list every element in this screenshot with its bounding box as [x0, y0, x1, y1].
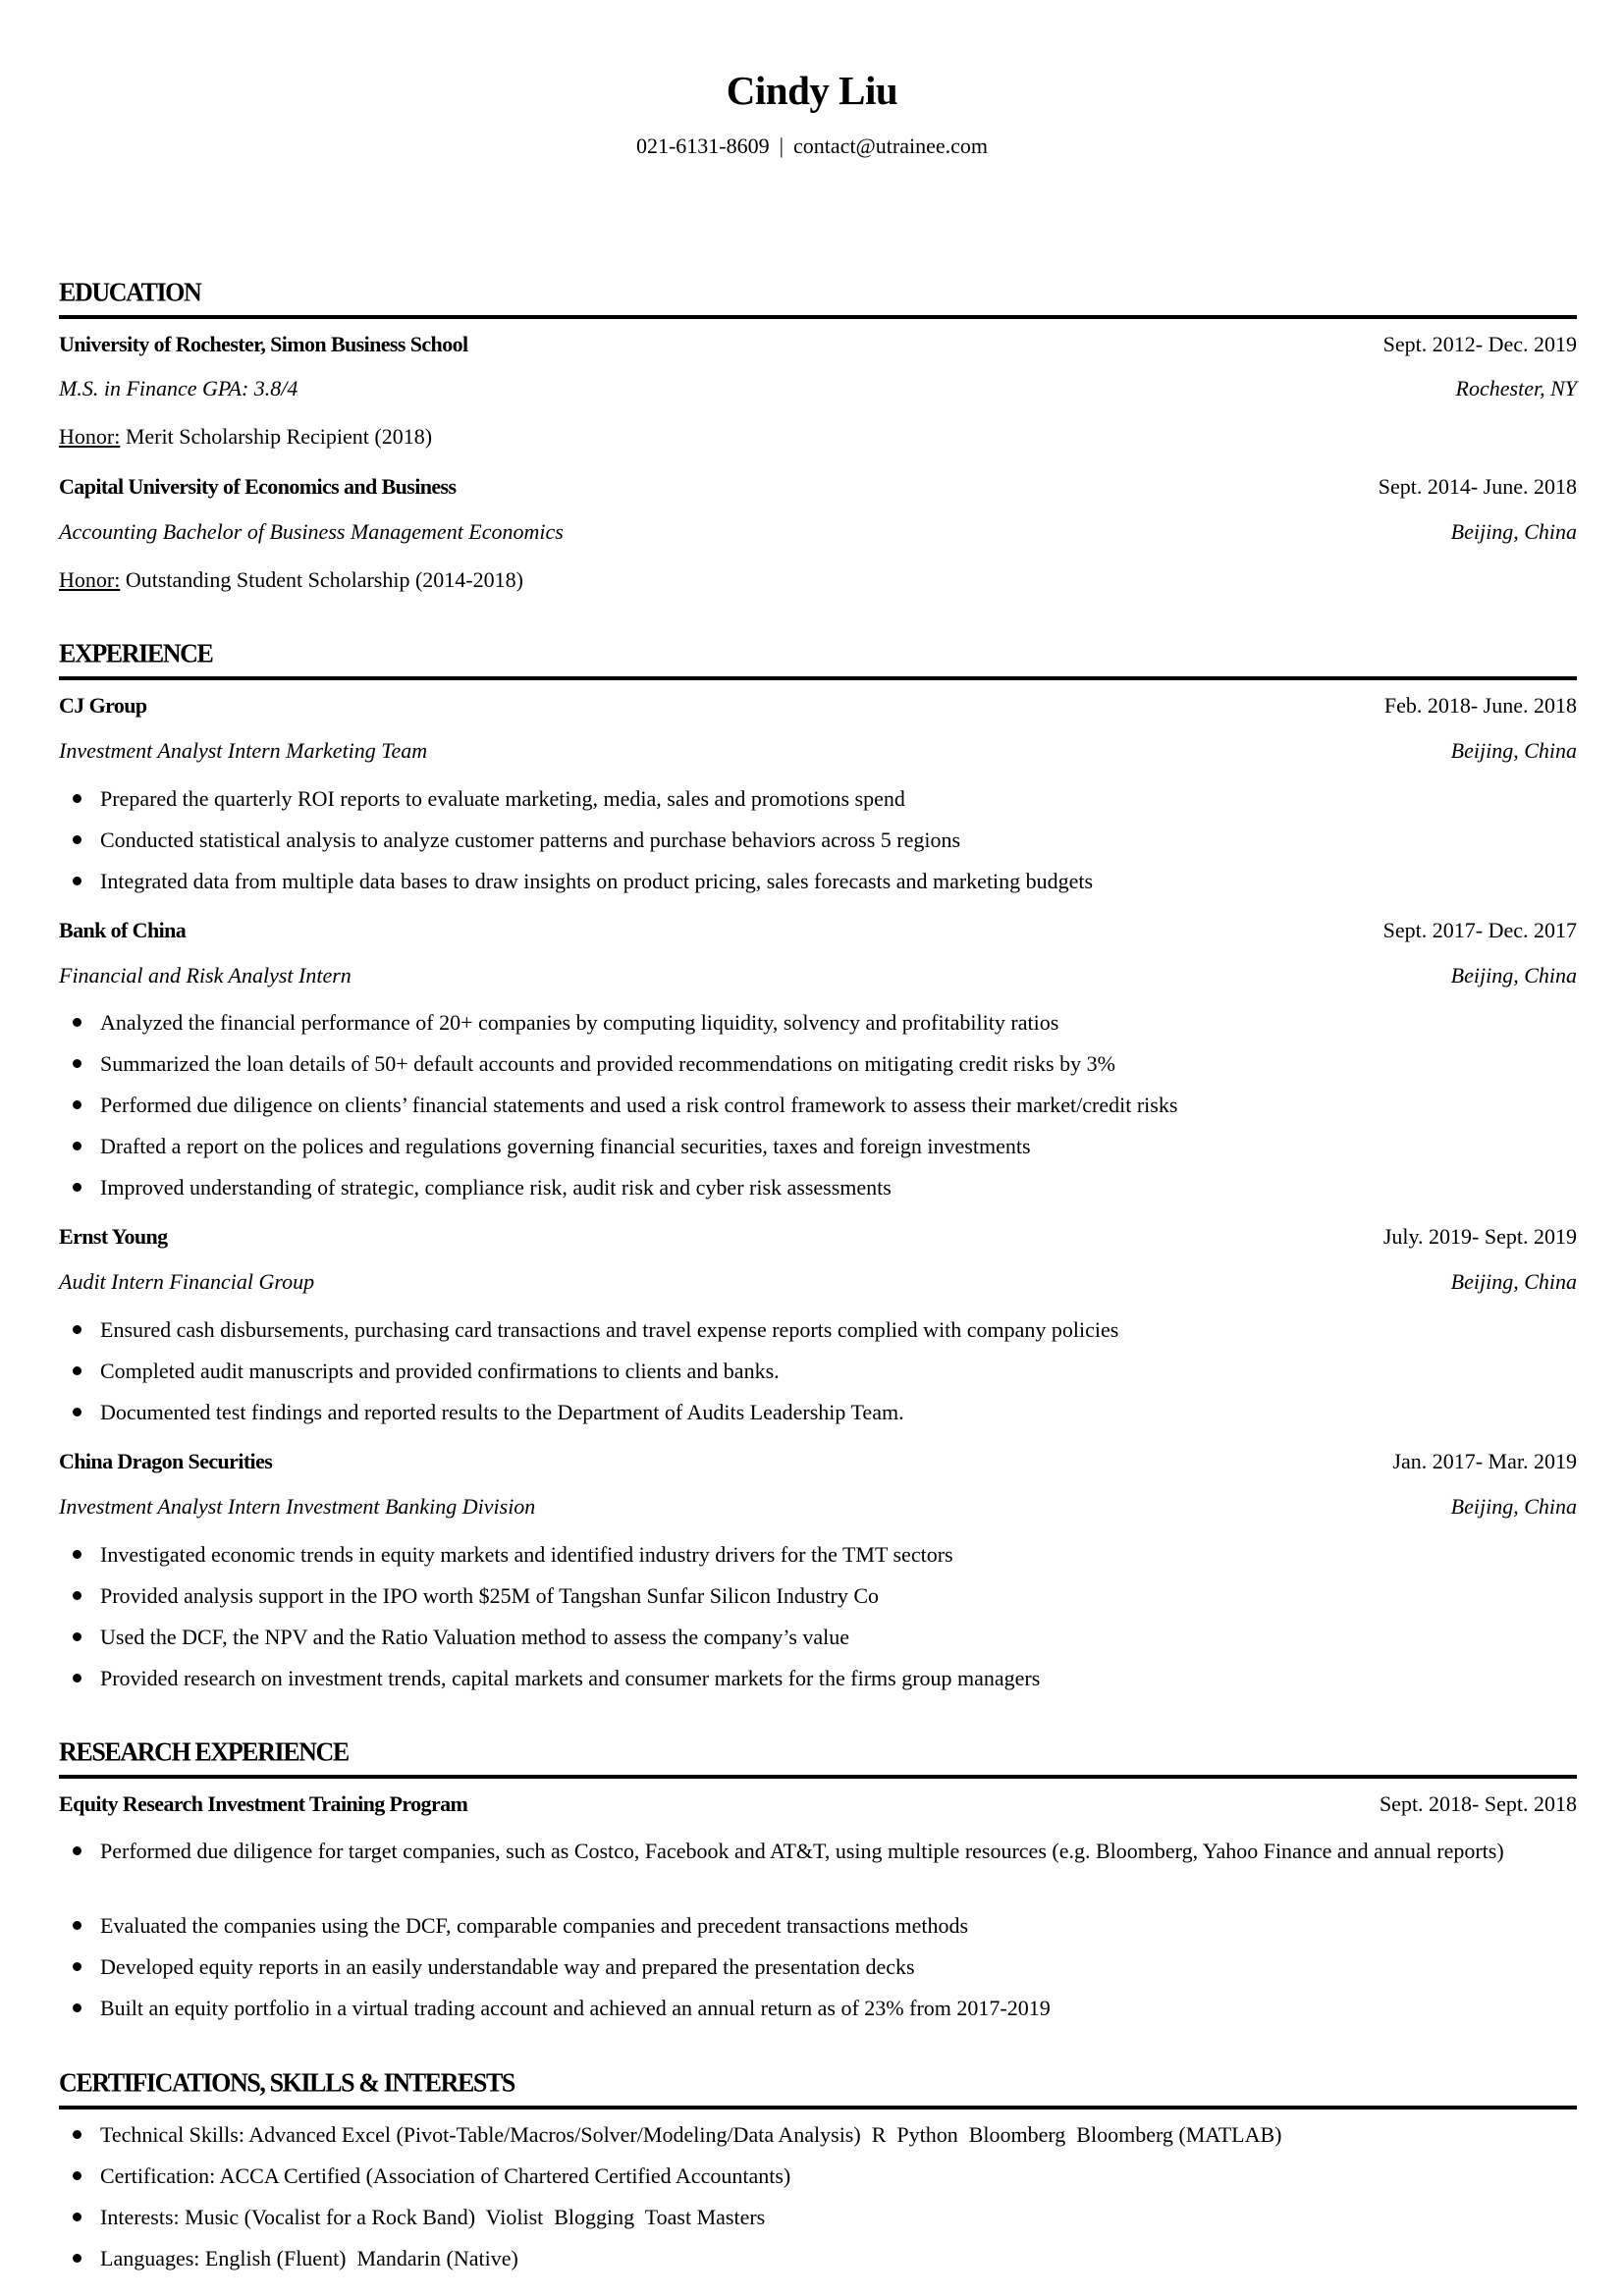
list-item: [100, 1010, 1058, 1036]
bullet-icon: [73, 1632, 81, 1641]
bullet-icon: [73, 1408, 81, 1416]
list-item-text: Interests: Music (Vocalist for a Rock Band) Violist Blogging Toast Masters: [100, 2205, 766, 2229]
education-location: Rochester, NY: [1455, 376, 1577, 400]
education-org: Capital University of Economics and Business: [59, 474, 457, 499]
list-item-text: Performed due diligence for target companies, such as Costco, Facebook and AT&T, using multiple resources (e.g. Bloomberg, Yahoo Finance and annual reports): [100, 1839, 1504, 1863]
list-item-text: Performed due diligence on clients’ financial statements and used a risk control framework to assess their market/credit risks: [100, 1093, 1178, 1117]
list-item: [100, 1134, 1031, 1159]
section-divider: [59, 2106, 1577, 2109]
list-item-text: Drafted a report on the polices and regulations governing financial securities, taxes and foreign investments: [100, 1134, 1031, 1158]
list-item-text: Investigated economic trends in equity markets and identified industry drivers for the TMT sectors: [100, 1542, 953, 1567]
section-divider: [59, 315, 1577, 319]
experience-org: Bank of China: [59, 918, 187, 942]
experience-date: July. 2019- Sept. 2019: [1382, 1224, 1577, 1249]
bullet-icon: [73, 877, 81, 885]
bullet-icon: [73, 1018, 81, 1027]
honor-text: Outstanding Student Scholarship (2014-2018): [120, 567, 523, 592]
list-item-text: Prepared the quarterly ROI reports to evaluate marketing, media, sales and promotions spend: [100, 786, 905, 811]
experience-role: Investment Analyst Intern Marketing Team: [59, 738, 428, 763]
list-item-text: Analyzed the financial performance of 20+ companies by computing liquidity, solvency and profitability ratios: [100, 1010, 1059, 1035]
candidate-name: Cindy Liu: [726, 68, 898, 113]
list-item-text: Built an equity portfolio in a virtual trading account and achieved an annual return as of 23% from 2017-2019: [100, 1996, 1051, 2020]
bullet-icon: [73, 794, 81, 803]
list-item: [100, 869, 1093, 894]
list-item-text: Languages: English (Fluent) Mandarin (Native): [100, 2246, 518, 2270]
bullet-icon: [73, 1674, 81, 1682]
list-item: [100, 2163, 790, 2189]
experience-org: CJ Group: [59, 693, 147, 718]
list-item-text: Summarized the loan details of 50+ default accounts and provided recommendations on mitigating credit risks by 3%: [100, 1051, 1115, 1076]
bullet-icon: [73, 1183, 81, 1192]
contact-line: [0, 133, 1624, 159]
experience-location: Beijing, China: [1450, 738, 1577, 763]
list-item-text: Provided analysis support in the IPO worth $25M of Tangshan Sunfar Silicon Industry Co: [100, 1583, 880, 1608]
list-item-text: Provided research on investment trends, capital markets and consumer markets for the firms group managers: [100, 1666, 1041, 1690]
list-item-text: Integrated data from multiple data bases to draw insights on product pricing, sales forecasts and marketing budgets: [100, 869, 1094, 893]
list-item-text: Used the DCF, the NPV and the Ratio Valuation method to assess the company’s value: [100, 1625, 850, 1649]
bullet-icon: [73, 1100, 81, 1109]
experience-role: Audit Intern Financial Group: [59, 1269, 315, 1294]
bullet-icon: [73, 835, 81, 844]
bullet-icon: [73, 1142, 81, 1150]
list-item-text: Technical Skills: Advanced Excel (Pivot-Table/Macros/Solver/Modeling/Data Analysis) R Python Bloomberg Bloomberg (MATLAB): [100, 2122, 1282, 2147]
email-address[interactable]: contact@utrainee.com: [793, 133, 989, 158]
bullet-icon: [73, 2213, 81, 2221]
list-item-text: Improved understanding of strategic, compliance risk, audit risk and cyber risk assessments: [100, 1175, 892, 1200]
experience-location: Beijing, China: [1450, 1269, 1577, 1294]
bullet-icon: [73, 2254, 81, 2263]
experience-date: Jan. 2017- Mar. 2019: [1392, 1449, 1577, 1473]
list-item-text: Ensured cash disbursements, purchasing card transactions and travel expense reports complied with company policies: [100, 1317, 1119, 1342]
list-item: [100, 1666, 1040, 1691]
section-title-education: EDUCATION: [59, 277, 201, 307]
list-item: [100, 1051, 1115, 1077]
bullet-icon: [73, 1366, 81, 1375]
list-item: [100, 1093, 1177, 1118]
list-item: [100, 2205, 765, 2230]
section-title-skills: CERTIFICATIONS, SKILLS & INTERESTS: [59, 2067, 514, 2098]
education-date: Sept. 2014- June. 2018: [1378, 474, 1577, 499]
education-org: University of Rochester, Simon Business School: [59, 332, 468, 356]
education-honor: [59, 567, 523, 593]
honor-text: Merit Scholarship Recipient (2018): [120, 424, 433, 449]
list-item: [100, 1542, 953, 1568]
bullet-icon: [73, 1846, 81, 1855]
experience-role: Investment Analyst Intern Investment Banking Division: [59, 1494, 536, 1519]
list-item: [100, 1317, 1118, 1343]
list-item: [100, 2122, 1282, 2148]
experience-date: Feb. 2018- June. 2018: [1383, 693, 1577, 718]
list-item-text: Completed audit manuscripts and provided confirmations to clients and banks.: [100, 1359, 780, 1383]
honor-label: Honor:: [59, 567, 121, 592]
list-item: [100, 1913, 968, 1939]
experience-location: Beijing, China: [1450, 1494, 1577, 1519]
bullet-icon: [73, 1921, 81, 1930]
phone-number: 021-6131-8609: [635, 133, 770, 158]
section-title-experience: EXPERIENCE: [59, 638, 213, 668]
education-honor: [59, 424, 432, 450]
experience-location: Beijing, China: [1450, 963, 1577, 988]
research-org: Equity Research Investment Training Program: [59, 1791, 468, 1816]
experience-org: China Dragon Securities: [59, 1449, 273, 1473]
education-degree: Accounting Bachelor of Business Management Economics: [59, 519, 564, 544]
experience-date: Sept. 2017- Dec. 2017: [1382, 918, 1577, 942]
section-title-research: RESEARCH EXPERIENCE: [59, 1736, 349, 1767]
bullet-icon: [73, 2130, 81, 2139]
list-item: [100, 1583, 879, 1609]
bullet-icon: [73, 2171, 81, 2180]
list-item: [100, 1359, 780, 1384]
list-item: [100, 786, 905, 812]
contact-separator: |: [779, 133, 785, 158]
list-item-text: Conducted statistical analysis to analyze customer patterns and purchase behaviors across 5 regions: [100, 828, 961, 852]
bullet-icon: [73, 1591, 81, 1600]
bullet-icon: [73, 2003, 81, 2012]
list-item-text: Evaluated the companies using the DCF, comparable companies and precedent transactions methods: [100, 1913, 969, 1938]
education-date: Sept. 2012- Dec. 2019: [1382, 332, 1577, 356]
list-item: [100, 1835, 1563, 1867]
bullet-icon: [73, 1059, 81, 1068]
list-item: [100, 1954, 915, 1980]
experience-org: Ernst Young: [59, 1224, 168, 1249]
honor-label: Honor:: [59, 424, 121, 449]
bullet-icon: [73, 1325, 81, 1334]
education-location: Beijing, China: [1450, 519, 1577, 544]
list-item-text: Developed equity reports in an easily understandable way and prepared the presentation decks: [100, 1954, 915, 1979]
section-divider: [59, 1775, 1577, 1779]
list-item: [100, 1625, 849, 1650]
list-item: [100, 1400, 904, 1425]
list-item-text: Documented test findings and reported results to the Department of Audits Leadership Team.: [100, 1400, 904, 1424]
list-item: [100, 1175, 892, 1201]
experience-role: Financial and Risk Analyst Intern: [59, 963, 352, 988]
list-item: [100, 828, 960, 853]
education-degree: M.S. in Finance GPA: 3.8/4: [59, 376, 298, 400]
list-item: [100, 2246, 518, 2271]
list-item: [100, 1996, 1051, 2021]
list-item-text: Certification: ACCA Certified (Association of Chartered Certified Accountants): [100, 2163, 791, 2188]
research-date: Sept. 2018- Sept. 2018: [1379, 1791, 1577, 1816]
bullet-icon: [73, 1962, 81, 1971]
bullet-icon: [73, 1550, 81, 1559]
section-divider: [59, 676, 1577, 680]
